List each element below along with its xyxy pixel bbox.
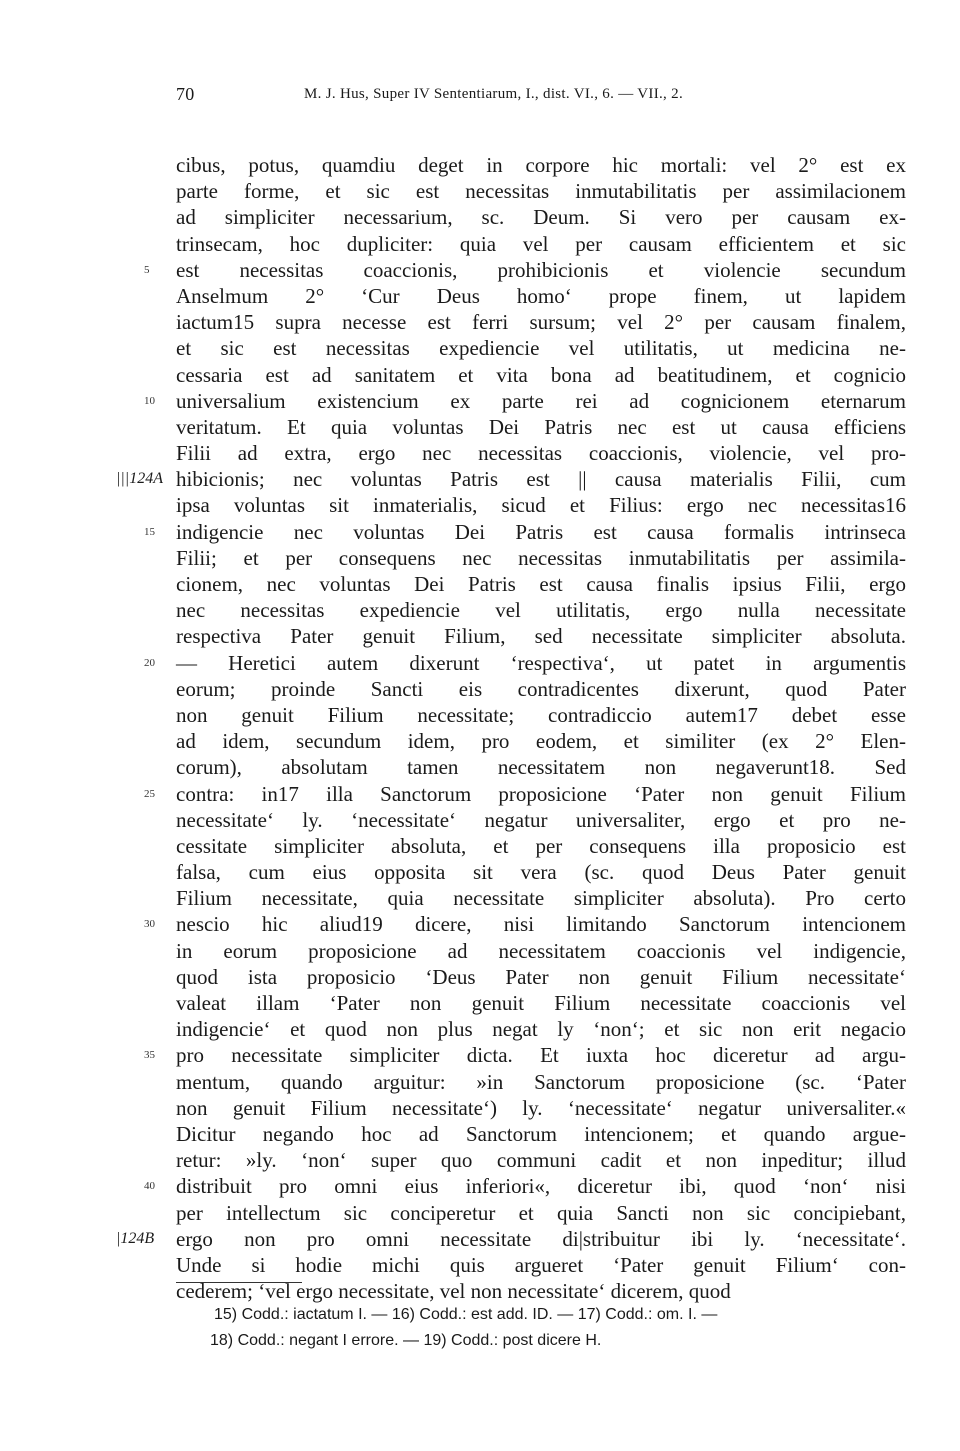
line-text: quod ista proposicio ‘Deus Pater non genuit Filium necessitate‘ xyxy=(176,964,906,989)
text-line xyxy=(144,650,906,676)
line-text: valeat illam ‘Pater non genuit Filium necessitate coaccionis vel xyxy=(176,991,906,1015)
line-text: in eorum proposicione ad necessitatem coaccionis vel indigencie, xyxy=(176,938,906,963)
text-line xyxy=(176,623,906,649)
line-text: Unde si hodie michi quis argueret ‘Pater genuit Filium‘ con- xyxy=(176,1252,906,1277)
line-text: pro necessitate simpliciter dicta. Et iuxta hoc diceretur ad argu- xyxy=(176,1043,906,1068)
text-line xyxy=(176,152,906,178)
text-line xyxy=(176,885,906,911)
page-header xyxy=(176,84,906,110)
line-text: necessitate‘ ly. ‘necessitate‘ negatur universaliter, ergo et pro ne- xyxy=(176,807,906,832)
line-text: corum), absolutam tamen necessitatem non negaverunt18. Sed xyxy=(176,755,906,780)
text-line xyxy=(176,1200,906,1226)
line-text: non genuit Filium necessitate; contradiccio autem17 debet esse xyxy=(176,702,906,727)
text-line xyxy=(176,204,906,230)
line-text: est necessitas coaccionis, prohibicionis et violencie secundum xyxy=(176,257,906,282)
line-text: cibus, potus, quamdiu deget in corpore hic mortali: vel 2° est ex xyxy=(176,153,906,177)
line-number: 25 xyxy=(144,787,155,800)
text-line xyxy=(176,362,906,388)
line-text: cessaria est ad sanitatem et vita bona ad beatitudinem, et cognicio xyxy=(176,362,906,387)
line-text: ergo non pro omni necessitate di|stribuitur ibi ly. ‘necessitate‘. xyxy=(176,1226,906,1251)
line-text: eorum; proinde Sancti eis contradicentes dixerunt, quod Pater xyxy=(176,676,906,701)
text-line xyxy=(176,833,906,859)
line-text: Filii ad extra, ergo nec necessitas coaccionis, violencie, vel pro- xyxy=(176,441,906,466)
line-text: Anselmum 2° ‘Cur Deus homo‘ prope finem, ut lapidem xyxy=(176,283,906,308)
text-line xyxy=(176,1016,906,1042)
line-text: cionem, nec voluntas Dei Patris est causa finalis ipsius Filii, ergo xyxy=(176,572,906,596)
line-text: cessitate simpliciter absoluta, et per consequens illa proposicio est xyxy=(176,833,906,858)
line-text: indigencie nec voluntas Dei Patris est causa formalis intrinseca xyxy=(176,519,906,544)
line-text: Filii; et per consequens nec necessitas inmutabilitatis per assimila- xyxy=(176,545,906,570)
footnote-rule xyxy=(176,1282,302,1283)
text-line xyxy=(176,571,906,597)
page-number: 70 xyxy=(176,84,195,104)
text-line xyxy=(176,1069,906,1095)
line-text: non genuit Filium necessitate‘) ly. ‘necessitate‘ negatur universaliter.« xyxy=(176,1095,906,1120)
text-line xyxy=(144,388,906,414)
text-line xyxy=(144,911,906,937)
text-line xyxy=(176,309,906,335)
text-line xyxy=(144,519,906,545)
line-number: 30 xyxy=(144,918,155,931)
text-line xyxy=(176,1121,906,1147)
line-text: per intellectum sic conciperetur et quia Sancti non sic concipiebant, xyxy=(176,1200,906,1225)
line-text: universalium existencium ex parte rei ad cognicionem eternarum xyxy=(176,388,906,413)
line-text: indigencie‘ et quod non plus negat ly ‘non‘; et sic non erit negacio xyxy=(176,1017,906,1042)
running-title: M. J. Hus, Super IV Sententiarum, I., dist. VI., 6. — VII., 2. xyxy=(304,86,684,102)
text-line xyxy=(176,859,906,885)
line-number: 5 xyxy=(144,263,150,276)
text-line xyxy=(176,283,906,309)
text-line xyxy=(176,1095,906,1121)
line-text: hibicionis; nec voluntas Patris est || causa materialis Filii, cum xyxy=(176,467,906,492)
footnotes xyxy=(210,1302,904,1354)
line-text: Filium necessitate, quia necessitate simpliciter absoluta). Pro certo xyxy=(176,886,906,911)
line-text: nec necessitas expediencie vel utilitatis, ergo nulla necessitate xyxy=(176,598,906,623)
text-line xyxy=(176,728,906,754)
line-text: ad simpliciter necessarium, sc. Deum. Si vero per causam ex- xyxy=(176,205,906,230)
text-line xyxy=(176,492,906,518)
line-text: mentum, quando arguitur: »in Sanctorum proposicione (sc. ‘Pater xyxy=(176,1069,906,1094)
line-text: veritatum. Et quia voluntas Dei Patris nec est ut causa efficiens xyxy=(176,414,906,439)
text-line xyxy=(176,231,906,257)
text-line xyxy=(176,938,906,964)
line-text: et sic est necessitas expediencie vel utilitatis, ut medicina ne- xyxy=(176,336,906,361)
text-line xyxy=(176,597,906,623)
text-line xyxy=(176,335,906,361)
main-text xyxy=(116,152,906,1304)
text-line xyxy=(176,414,906,440)
text-line xyxy=(144,1042,906,1068)
line-text: — Heretici autem dixerunt ‘respectiva‘, ut patet in argumentis xyxy=(176,650,906,675)
text-line xyxy=(176,964,906,990)
text-line xyxy=(176,990,906,1016)
line-text: ipsa voluntas sit inmaterialis, sicud et Filius: ergo nec necessitas16 xyxy=(176,493,906,518)
text-line xyxy=(176,1252,906,1278)
text-line xyxy=(116,466,906,492)
line-text: trinsecam, hoc dupliciter: quia vel per causam efficientem et sic xyxy=(176,231,906,256)
folio-reference: |||124A xyxy=(116,470,163,488)
line-text: retur: »ly. ‘non‘ super quo communi cadit et non inpeditur; illud xyxy=(176,1148,906,1173)
text-line xyxy=(176,754,906,780)
text-line xyxy=(144,1173,906,1199)
text-line xyxy=(144,781,906,807)
footnote-line: 15) Codd.: iactatum I. — 16) Codd.: est add. ID. — 17) Codd.: om. I. — xyxy=(214,1306,718,1323)
line-number: 10 xyxy=(144,394,155,407)
line-text: iactum15 supra necesse est ferri sursum; vel 2° per causam finalem, xyxy=(176,310,906,335)
line-text: falsa, cum eius opposita sit vera (sc. quod Deus Pater genuit xyxy=(176,860,906,885)
footnote-line: 18) Codd.: negant I errore. — 19) Codd.: post dicere H. xyxy=(210,1332,602,1349)
line-text: nescio hic aliud19 dicere, nisi limitando Sanctorum intencionem xyxy=(176,912,906,937)
folio-reference: |124B xyxy=(116,1229,155,1247)
line-number: 20 xyxy=(144,656,155,669)
line-text: cederem; ‘vel ergo necessitate, vel non necessitate‘ dicerem, quod xyxy=(176,1279,731,1304)
text-line xyxy=(176,178,906,204)
line-text: Dicitur negando hoc ad Sanctorum intencionem; et quando argue- xyxy=(176,1121,906,1146)
text-line xyxy=(176,676,906,702)
line-text: distribuit pro omni eius inferiori«, diceretur ibi, quod ‘non‘ nisi xyxy=(176,1174,906,1199)
text-line xyxy=(176,702,906,728)
text-line xyxy=(176,807,906,833)
line-text: parte forme, et sic est necessitas inmutabilitatis per assimilacionem xyxy=(176,179,906,204)
text-line xyxy=(176,1147,906,1173)
line-number: 40 xyxy=(144,1180,155,1193)
text-line xyxy=(176,545,906,571)
line-number: 15 xyxy=(144,525,155,538)
line-text: contra: in17 illa Sanctorum proposicione ‘Pater non genuit Filium xyxy=(176,781,906,806)
line-text: respectiva Pater genuit Filium, sed necessitate simpliciter absoluta. xyxy=(176,624,906,649)
line-number: 35 xyxy=(144,1049,155,1062)
text-line xyxy=(176,440,906,466)
line-text: ad idem, secundum idem, pro eodem, et similiter (ex 2° Elen- xyxy=(176,729,906,754)
text-line xyxy=(116,1226,906,1252)
text-line xyxy=(144,257,906,283)
